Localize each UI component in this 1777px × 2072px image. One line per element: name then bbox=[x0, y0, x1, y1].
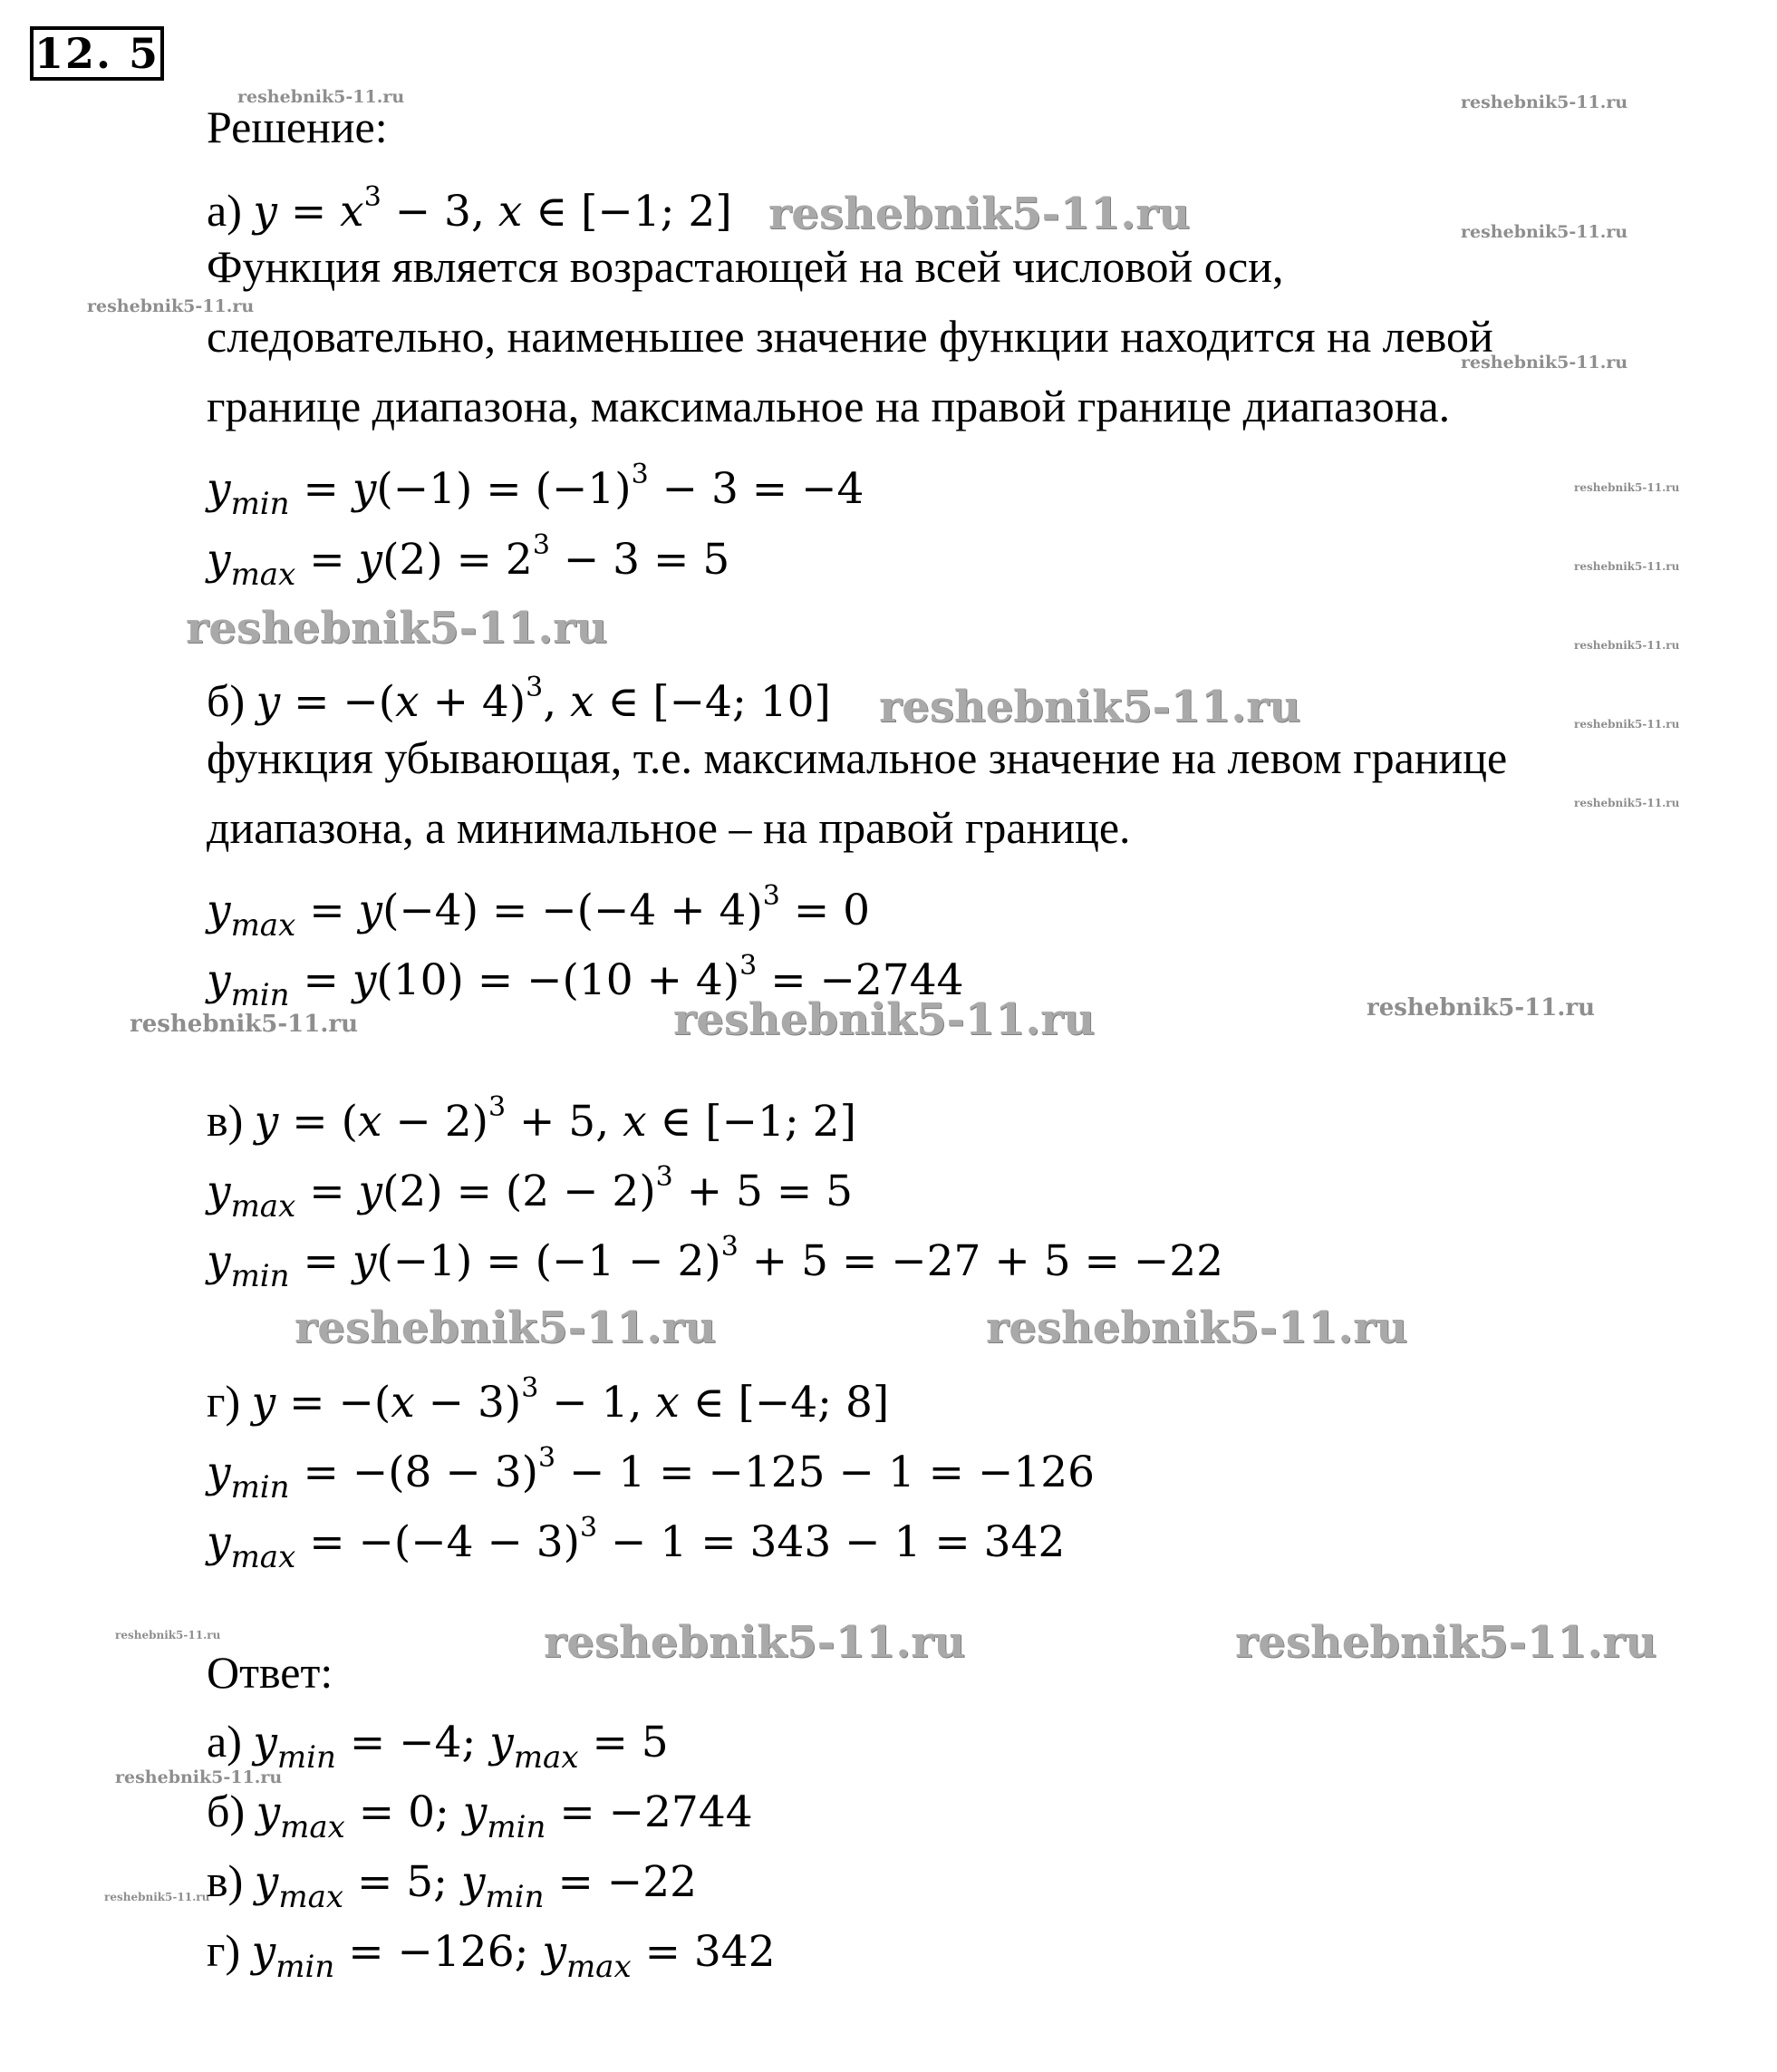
part-a-prefix: а) bbox=[207, 185, 242, 236]
part-a-text: Функция является возрастающей на всей числовой оси, bbox=[207, 241, 1284, 292]
answer-heading: Ответ: bbox=[207, 1647, 333, 1698]
watermark: reshebnik5-11.ru bbox=[1461, 222, 1628, 242]
part-b-ymin: $y_{min} = y(10) = -(10 + 4)^3 = -2744$ bbox=[207, 950, 964, 1013]
part-a-formula: $y = x^3 - 3$, x ∈ [−1; 2] bbox=[253, 181, 732, 237]
watermark: reshebnik5-11.ru bbox=[1367, 994, 1596, 1021]
part-b-prefix: б) bbox=[207, 675, 246, 726]
watermark: reshebnik5-11.ru bbox=[104, 1891, 210, 1903]
watermark: reshebnik5-11.ru bbox=[1574, 639, 1680, 652]
watermark: reshebnik5-11.ru bbox=[768, 189, 1191, 239]
problem-number: 12. 5 bbox=[30, 26, 164, 81]
part-g-ymax: $y_{max} = -(-4 - 3)^3 - 1 = 343 - 1 = 342$ bbox=[207, 1512, 1066, 1575]
watermark: reshebnik5-11.ru bbox=[1235, 1617, 1657, 1668]
watermark: reshebnik5-11.ru bbox=[1574, 481, 1680, 494]
answer-g: г) $y_{min} = -126$; $y_{max} = 342$ bbox=[207, 1925, 776, 1985]
part-v-ymin: $y_{min} = y(-1) = (-1 - 2)^3 + 5 = -27 + 5 = -22$ bbox=[207, 1231, 1224, 1294]
part-g-prefix: г) bbox=[207, 1376, 241, 1427]
part-b-text: диапазона, а минимальное – на правой границе. bbox=[207, 802, 1131, 853]
watermark: reshebnik5-11.ru bbox=[1574, 560, 1680, 573]
part-b-formula: $y = -(x + 4)^3$, x ∈ [−4; 10] bbox=[256, 672, 831, 727]
part-b-ymax: $y_{max} = y(-4) = -(-4 + 4)^3 = 0$ bbox=[207, 880, 871, 944]
part-v-condition bbox=[207, 1080, 856, 1149]
answer-a: а) $y_{min} = -4$; $y_{max} = 5$ bbox=[207, 1716, 669, 1776]
part-g-ymin: $y_{min} = -(8 - 3)^3 - 1 = -125 - 1 = -126$ bbox=[207, 1442, 1096, 1506]
part-a-text: следовательно, наименьшее значение функции находится на левой bbox=[207, 311, 1493, 362]
part-b-text: функция убывающая, т.е. максимальное значение на левом границе bbox=[207, 732, 1508, 783]
watermark: reshebnik5-11.ru bbox=[1461, 353, 1628, 373]
watermark: reshebnik5-11.ru bbox=[879, 682, 1301, 732]
answer-b: б) $y_{max} = 0$; $y_{min} = -2744$ bbox=[207, 1786, 753, 1845]
watermark: reshebnik5-11.ru bbox=[130, 1011, 359, 1038]
part-g-condition bbox=[207, 1361, 889, 1430]
solution-heading: Решение: bbox=[207, 102, 388, 152]
watermark: reshebnik5-11.ru bbox=[87, 296, 255, 316]
watermark: reshebnik5-11.ru bbox=[186, 603, 608, 654]
watermark: reshebnik5-11.ru bbox=[1574, 797, 1680, 809]
part-v-ymax: $y_{max} = y(2) = (2 - 2)^3 + 5 = 5$ bbox=[207, 1161, 854, 1225]
part-v-prefix: в) bbox=[207, 1095, 255, 1146]
part-g-formula: $y = -(x - 3)^3 - 1$, x ∈ [−4; 8] bbox=[251, 1372, 890, 1428]
part-b-condition bbox=[207, 661, 831, 730]
watermark: reshebnik5-11.ru bbox=[986, 1302, 1408, 1353]
watermark: reshebnik5-11.ru bbox=[295, 1302, 717, 1353]
watermark: reshebnik5-11.ru bbox=[544, 1617, 966, 1668]
watermark: reshebnik5-11.ru bbox=[237, 87, 405, 107]
part-a-ymin: $y_{min} = y(-1) = (-1)^3 - 3 = -4$ bbox=[207, 459, 864, 522]
part-v-formula: $y = (x - 2)^3 + 5$, x ∈ [−1; 2] bbox=[254, 1091, 856, 1147]
watermark: reshebnik5-11.ru bbox=[115, 1629, 221, 1641]
watermark: reshebnik5-11.ru bbox=[115, 1767, 283, 1787]
watermark: reshebnik5-11.ru bbox=[673, 994, 1096, 1045]
answer-v: в) $y_{max} = 5$; $y_{min} = -22$ bbox=[207, 1855, 697, 1915]
part-a-text: границе диапазона, максимальное на правой границе диапазона. bbox=[207, 381, 1451, 431]
watermark: reshebnik5-11.ru bbox=[1574, 718, 1680, 731]
part-a-condition bbox=[207, 170, 732, 239]
part-a-ymax: $y_{max} = y(2) = 2^3 - 3 = 5$ bbox=[207, 529, 730, 593]
watermark: reshebnik5-11.ru bbox=[1461, 92, 1628, 112]
